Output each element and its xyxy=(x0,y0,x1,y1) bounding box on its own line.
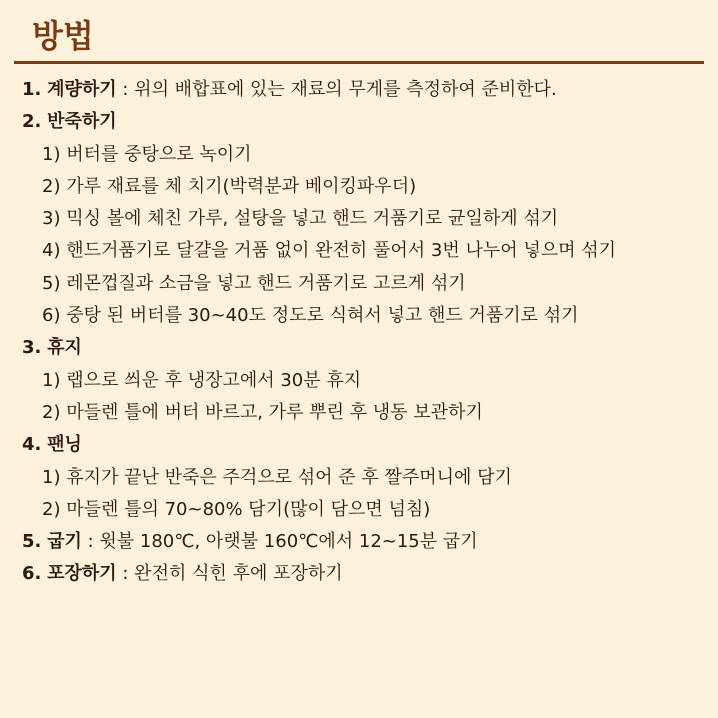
step-number: 5. xyxy=(22,531,42,553)
step-name: 팬닝 xyxy=(47,434,82,456)
substep-item: 2) 마들렌 틀의 70~80% 담기(많이 담으면 넘침) xyxy=(42,498,431,520)
step-heading xyxy=(22,429,702,461)
step-heading xyxy=(22,332,702,364)
substep-item: 1) 랩으로 씌운 후 냉장고에서 30분 휴지 xyxy=(42,369,362,391)
step-number: 2. xyxy=(22,111,42,133)
substep-item: 4) 핸드거품기로 달걀을 거품 없이 완전히 풀어서 3번 나누어 넣으며 섞기 xyxy=(42,240,617,262)
substep-item: 5) 레몬껍질과 소금을 넣고 핸드 거품기로 고르게 섞기 xyxy=(42,272,466,294)
step-name: 포장하기 xyxy=(47,563,117,585)
step-description: : 윗불 180℃, 아랫불 160℃에서 12~15분 굽기 xyxy=(81,531,478,553)
step-heading xyxy=(22,526,702,558)
substep-item: 2) 가루 재료를 체 치기(박력분과 베이킹파우더) xyxy=(42,175,417,197)
substep-item: 1) 휴지가 끝난 반죽은 주걱으로 섞어 준 후 짤주머니에 담기 xyxy=(42,466,512,488)
substep-item: 6) 중탕 된 버터를 30~40도 정도로 식혀서 넣고 핸드 거품기로 섞기 xyxy=(42,305,579,327)
step-description: : 위의 배합표에 있는 재료의 무게를 측정하여 준비한다. xyxy=(116,79,557,100)
step-number: 1. xyxy=(22,79,42,100)
step-heading xyxy=(22,558,702,590)
step-name: 반죽하기 xyxy=(47,111,117,133)
steps-list xyxy=(22,74,702,591)
step-name: 휴지 xyxy=(47,337,82,359)
step-number: 4. xyxy=(22,434,42,456)
title-divider xyxy=(14,61,704,64)
step-name: 굽기 xyxy=(47,531,82,553)
step-number: 3. xyxy=(22,337,42,359)
step-heading xyxy=(22,74,702,106)
step-number: 6. xyxy=(22,563,42,585)
step-heading xyxy=(22,106,702,138)
substep-item: 1) 버터를 중탕으로 녹이기 xyxy=(42,143,252,165)
page-title: 방법 xyxy=(32,17,94,55)
step-name: 계량하기 xyxy=(47,79,117,100)
step-description: : 완전히 식힌 후에 포장하기 xyxy=(116,563,343,585)
substep-item: 3) 믹싱 볼에 체친 가루, 설탕을 넣고 핸드 거품기로 균일하게 섞기 xyxy=(42,208,559,230)
substep-item: 2) 마들렌 틀에 버터 바르고, 가루 뿌린 후 냉동 보관하기 xyxy=(42,401,483,423)
